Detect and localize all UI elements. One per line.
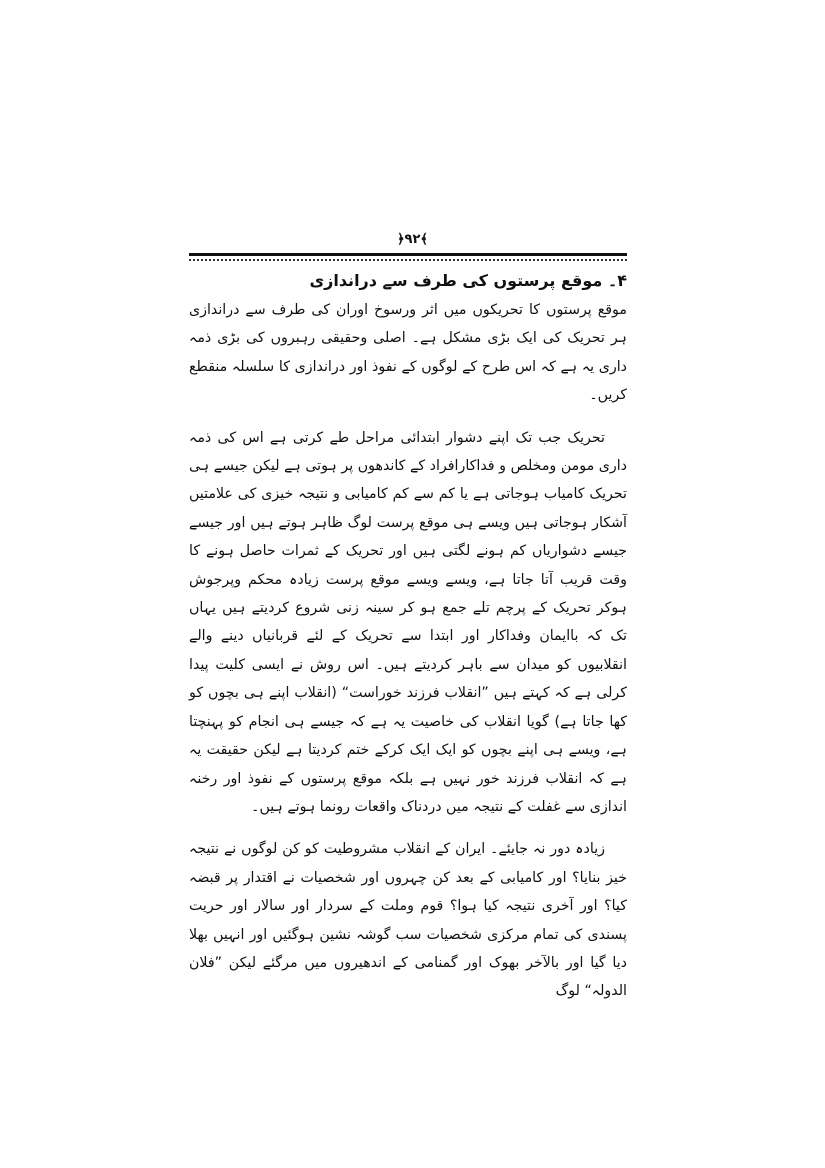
paragraph: زیادہ دور نہ جایئے۔ ایران کے انقلاب مشروطیت کو کن لوگوں نے نتیجہ خیز بنایا؟ اور کامیابی کے بعد کن چہروں اور شخصیات نے اقتدار پر قبضہ کیا؟ اور آخری نتیجہ کیا ہوا؟ قوم وملت کے سردار اور سالار اور حریت پسندی کی تمام مرکزی شخصیات سب گوشہ نشین ہوگئیں اور انہیں بھلا دیا گیا اور بالآخر بھوک اور گمنامی کے اندھیروں میں مرگئے لیکن ”فلان الدولہ“ لوگ bbox=[189, 841, 627, 1000]
header-dotted-divider bbox=[189, 259, 627, 261]
page-content bbox=[189, 266, 627, 1020]
section-heading: ۴۔ موقع پرستوں کی طرف سے دراندازی bbox=[309, 271, 627, 290]
header-divider-line bbox=[189, 253, 627, 256]
paragraph: تحریک جب تک اپنے دشوار ابتدائی مراحل طے کرتی ہے اس کی ذمہ داری مومن ومخلص و فداکارافراد کے کاندھوں پر ہوتی ہے لیکن جیسے ہی تحریک کامیاب ہوجاتی ہے یا کم سے کم کامیابی و نتیجہ خیزی کی علامتیں آشکار ہوجاتی ہیں ویسے ہی موقع پرست لوگ ظاہر ہوتے ہیں اور جیسے جیسے دشواریاں کم ہونے لگتی ہیں اور تحریک کے ثمرات حاصل ہونے کا وقت قریب آتا جاتا ہے، ویسے ویسے موقع پرست زیادہ محکم وپرجوش ہوکر تحریک کے پرچم تلے جمع ہو کر سینہ زنی شروع کردیتے ہیں یہاں تک کہ باایمان وفداکار اور ابتدا سے تحریک کے لئے قربانیاں دینے والے انقلابیوں کو میدان سے باہر کردیتے ہیں۔ اس روش نے ایسی کلیت پیدا کرلی ہے کہ کہتے ہیں ”انقلاب فرزند خوراست“ (انقلاب اپنے ہی بچوں کو کھا جاتا ہے) گویا انقلاب کی خاصیت یہ ہے کہ جیسے ہی انجام کو پہنچتا ہے، ویسے ہی اپنے بچوں کو ایک ایک کرکے ختم کردیتا ہے لیکن حقیقت یہ ہے کہ انقلاب فرزند خور نہیں ہے بلکہ موقع پرستوں کے نفوذ اور رخنہ اندازی سے غفلت کے نتیجہ میں دردناک واقعات رونما ہوتے ہیں۔ bbox=[189, 429, 627, 815]
paragraph: موقع پرستوں کا تحریکوں میں اثر ورسوخ اوران کی طرف سے دراندازی ہر تحریک کی ایک بڑی مشکل ہے۔ اصلی وحقیقی رہبروں کی بڑی ذمہ داری یہ ہے کہ اس طرح کے لوگوں کے نفوذ اور دراندازی کا سلسلہ منقطع کریں۔ bbox=[189, 302, 627, 404]
page-number: ﴿۹۲﴾ bbox=[396, 232, 429, 247]
